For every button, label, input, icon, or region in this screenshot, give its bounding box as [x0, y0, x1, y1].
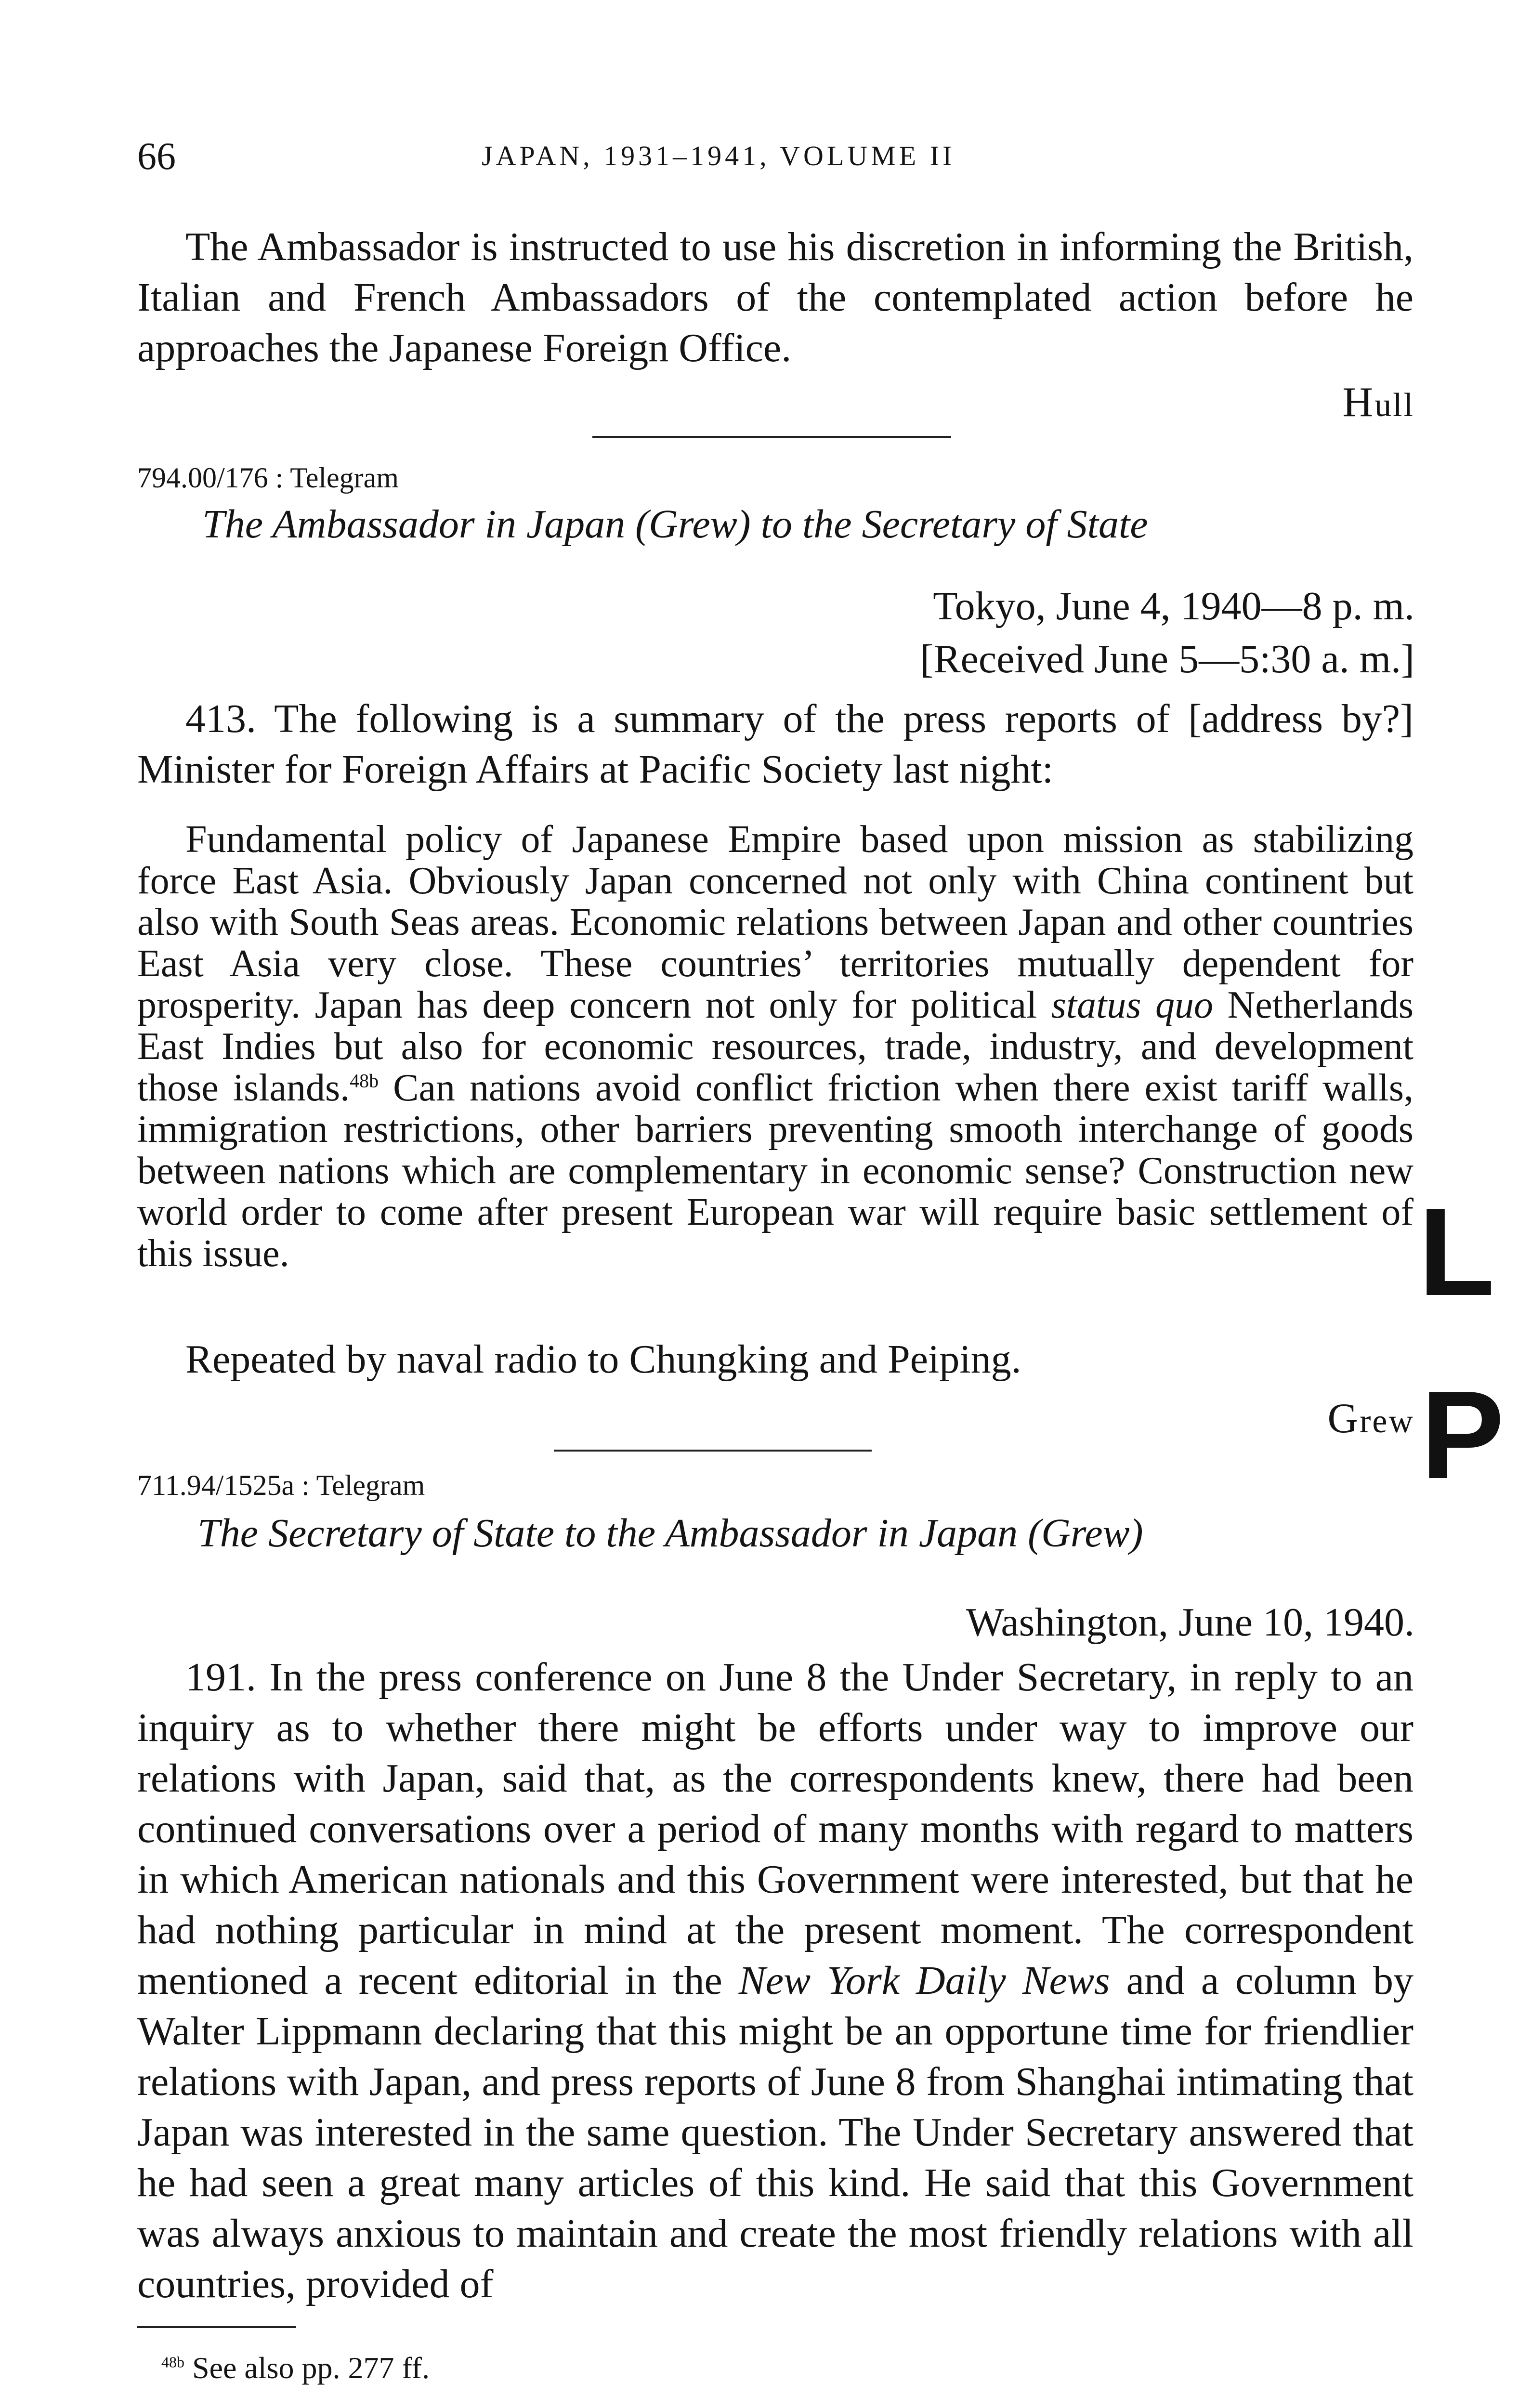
quote-text-3: Can nations avoid conflict friction when there exist tariff walls, immigration restrictions, other barriers preventing smooth interchange of goods between nations which are complementary in economic sense? Construction new world order to come after present European war will require basic settlement of this issue. [137, 1067, 1414, 1275]
body-text-1: 191. In the press conference on June 8 the Under Secretary, in reply to an inquiry as to whether there might be efforts under way to improve our relations with Japan, said that, as the correspondents knew, there had been continued conversations over a period of many months with regard to matters in which American nationals and this Government were interested, but that he had nothing particular in mind at the present moment. The correspondent mentioned a recent editorial in the [137, 1655, 1413, 2003]
margin-mark-p: P [1421, 1365, 1505, 1505]
section-divider-2 [554, 1450, 872, 1452]
signature-hull: Hull [1342, 379, 1414, 426]
repeated-note: Repeated by naval radio to Chungking and Peiping. [185, 1337, 1021, 1382]
body-text-2: and a column by Walter Lippmann declaring that this might be an opportune time for friendlier relations with Japan, and press reports of June 8 from Shanghai intimating that Japan was interested in the same question. The Under Secretary answered that he had seen a great many articles of this kind. He said that this Government was always anxious to maintain and create the most friendly relations with all countries, provided of [137, 1958, 1414, 2306]
document-heading: The Ambassador in Japan (Grew) to the Secretary of State [202, 502, 1148, 547]
margin-mark-l: L [1418, 1182, 1495, 1322]
dateline-2: Washington, June 10, 1940. [966, 1600, 1414, 1645]
quote-text-2: Netherlands East Indies but also for economic resources, trade, industry, and development those islands. [137, 984, 1414, 1109]
signature-grew: Grew [1327, 1395, 1414, 1442]
section-divider [592, 436, 951, 438]
closing-paragraph: The Ambassador is instructed to use his discretion in informing the British, Italian and French Ambassadors of the contemplated action before he approaches the Japanese Foreign Office. [137, 224, 1413, 370]
page-number: 66 [137, 135, 176, 178]
document-reference-2: 711.94/1525a : Telegram [137, 1469, 425, 1501]
footnote-mark: 48b [161, 2353, 184, 2371]
quote-italic: status quo [1051, 984, 1213, 1026]
body-italic: New York Daily News [738, 1958, 1110, 2003]
running-title: JAPAN, 1931–1941, VOLUME II [482, 140, 955, 171]
telegram-intro: 413. The following is a summary of the press reports of [address by?] Minister for Foreign Affairs at Pacific Society last night: [137, 696, 1413, 792]
press-summary-quote [137, 819, 1413, 1274]
telegram-body [137, 1652, 1413, 2309]
footnote-reference[interactable]: 48b [350, 1070, 379, 1092]
quote-text-1: Fundamental policy of Japanese Empire based upon mission as stabilizing force East Asia. Obviously Japan concerned not only with China continent but also with South Seas areas. Economic relations between Japan and other countries East Asia very close. These countries’ territories mutually dependent for prosperity. Japan has deep concern not only for political [137, 818, 1413, 1026]
footnote [161, 2350, 430, 2386]
footnote-text: See also pp. 277 ff. [192, 2351, 430, 2385]
document-heading-2: The Secretary of State to the Ambassador in Japan (Grew) [197, 1511, 1143, 1556]
footnote-rule [137, 2326, 296, 2328]
dateline: Tokyo, June 4, 1940—8 p. m. [933, 584, 1414, 628]
document-reference: 794.00/176 : Telegram [137, 462, 399, 494]
received-line: [Received June 5—5:30 a. m.] [920, 637, 1414, 681]
